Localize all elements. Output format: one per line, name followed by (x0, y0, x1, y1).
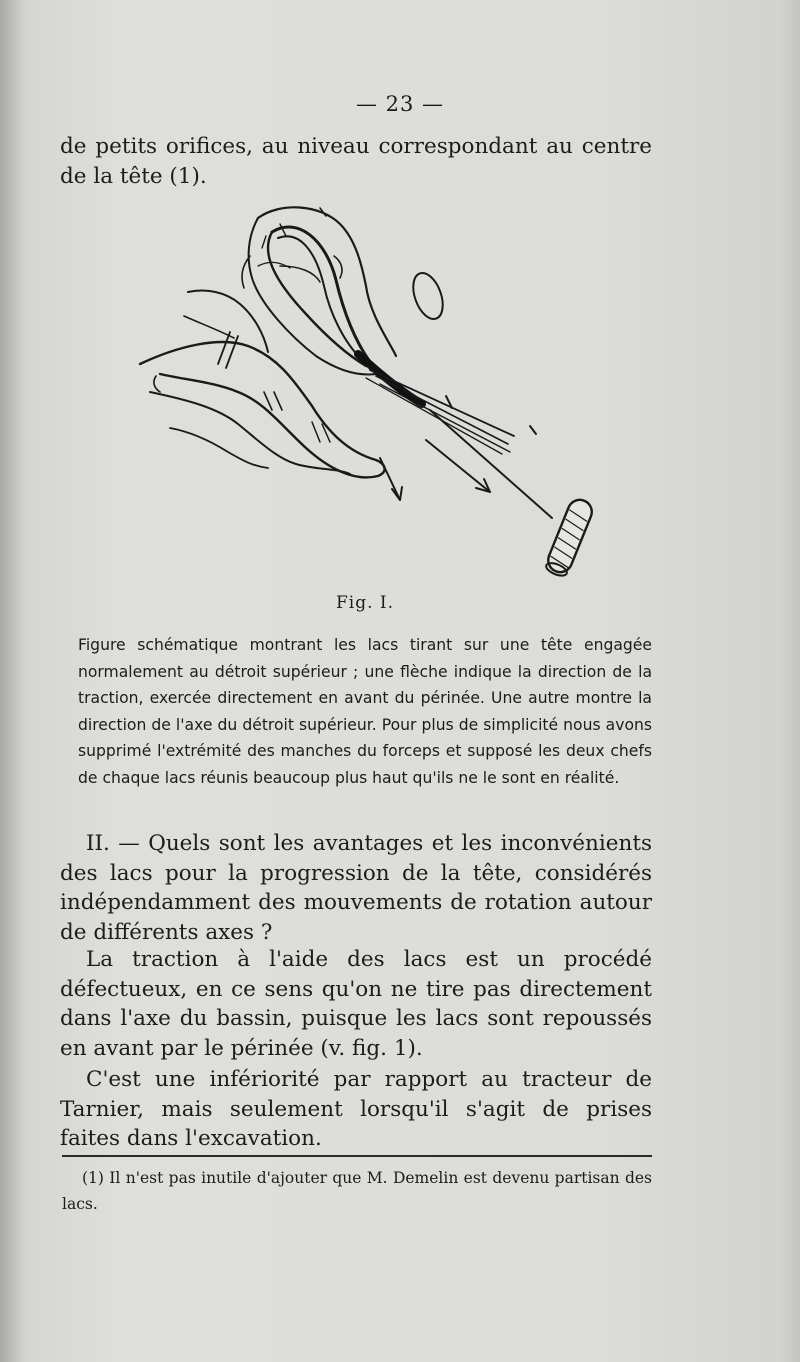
paragraph-1: de petits orifices, au niveau correspondant au centre de la tête (1). (60, 134, 652, 189)
paragraph-4: C'est une infériorité par rapport au tracteur de Tarnier, mais seulement lorsqu'il s'agit de prises faites dans l'excavation. (60, 1067, 652, 1151)
section-heading: II. — Quels sont les avantages et les inconvénients des lacs pour la progression de la tête, considérés indépendamment des mouvements de rotation autour de différents axes ? (60, 831, 652, 945)
paragraph-3: La traction à l'aide des lacs est un procédé défectueux, en ce sens qu'on ne tire pas directement dans l'axe du bassin, puisque les lacs sont repoussés en avant par le périnée (v. fig. 1). (60, 947, 652, 1061)
footnote-rule (62, 1155, 652, 1157)
figure-legend: Figure schématique montrant les lacs tirant sur une tête engagée normalement au détroit supérieur ; une flèche indique la direction de la traction, exercée directement en avant du périnée. Une autre montre la direction de l'axe du détroit supérieur. Pour plus de simplicité nous avons supprimé l'extrémité des manches du forceps et supposé les deux chefs de chaque lacs réunis beaucoup plus haut qu'ils ne le sont en réalité. (78, 636, 652, 787)
page-gutter (0, 0, 22, 1362)
footnote: (1) Il n'est pas inutile d'ajouter que M. Demelin est devenu partisan des lacs. (62, 1169, 652, 1213)
figure-caption: Fig. I. (335, 593, 395, 613)
page-number: — 23 — (355, 92, 445, 116)
forceps-laces-figure (130, 196, 600, 596)
